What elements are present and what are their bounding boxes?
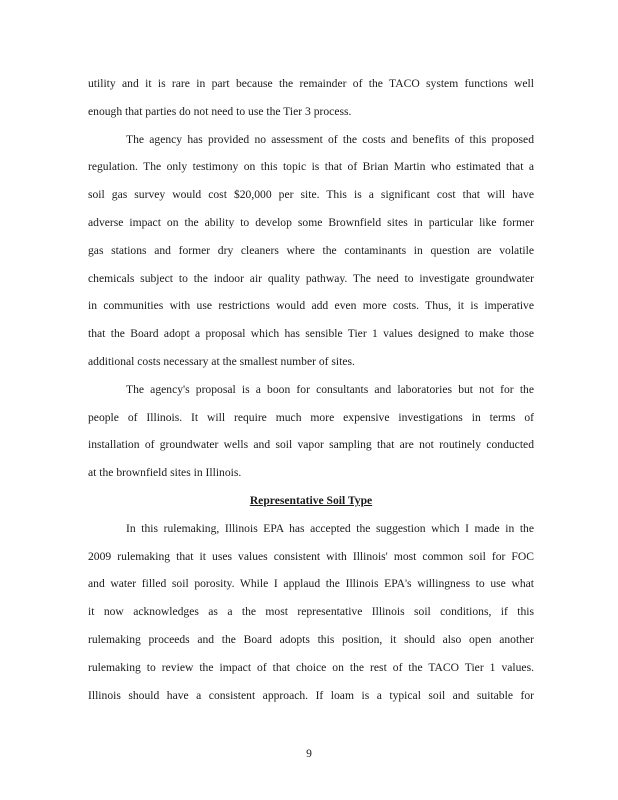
paragraph-line: people of Illinois. It will require much more expensive investigations in terms of — [88, 410, 534, 424]
paragraph-line: rulemaking proceeds and the Board adopts this position, it should also open another — [88, 632, 534, 646]
paragraph-line: chemicals subject to the indoor air quality pathway. The need to investigate groundwater — [88, 271, 534, 285]
section-heading: Representative Soil Type — [249, 493, 373, 507]
paragraph-line: rulemaking to review the impact of that choice on the rest of the TACO Tier 1 values. — [88, 660, 534, 674]
paragraph-line: adverse impact on the ability to develop some Brownfield sites in particular like former — [88, 215, 534, 229]
paragraph-line: The agency has provided no assessment of the costs and benefits of this proposed — [126, 132, 534, 146]
paragraph-line: Illinois should have a consistent approach. If loam is a typical soil and suitable for — [88, 688, 534, 702]
page-number: 9 — [306, 747, 312, 760]
paragraph-line: regulation. The only testimony on this topic is that of Brian Martin who estimated that a — [88, 160, 534, 174]
document-body — [88, 70, 534, 709]
paragraph-line: 2009 rulemaking that it uses values consistent with Illinois' most common soil for FOC — [88, 549, 534, 563]
paragraph-line: The agency's proposal is a boon for consultants and laboratories but not for the — [126, 382, 534, 396]
paragraph-line: in communities with use restrictions would add even more costs. Thus, it is imperative — [88, 299, 534, 313]
paragraph-line: In this rulemaking, Illinois EPA has accepted the suggestion which I made in the — [126, 521, 534, 535]
paragraph-line: installation of groundwater wells and soil vapor sampling that are not routinely conducted — [88, 438, 534, 452]
paragraph-line: soil gas survey would cost $20,000 per site. This is a significant cost that will have — [88, 188, 534, 202]
paragraph-line: additional costs necessary at the smallest number of sites. — [88, 354, 355, 368]
paragraph-line: and water filled soil porosity. While I applaud the Illinois EPA's willingness to use what — [88, 577, 534, 591]
paragraph-line: utility and it is rare in part because the remainder of the TACO system functions well — [88, 77, 534, 90]
paragraph-line: gas stations and former dry cleaners where the contaminants in question are volatile — [88, 243, 534, 257]
paragraph-line: enough that parties do not need to use the Tier 3 process. — [88, 104, 352, 118]
paragraph-line: that the Board adopt a proposal which has sensible Tier 1 values designed to make those — [88, 327, 534, 341]
paragraph-line: at the brownfield sites in Illinois. — [88, 466, 242, 480]
paragraph-line: it now acknowledges as a the most representative Illinois soil conditions, if this — [88, 605, 534, 619]
